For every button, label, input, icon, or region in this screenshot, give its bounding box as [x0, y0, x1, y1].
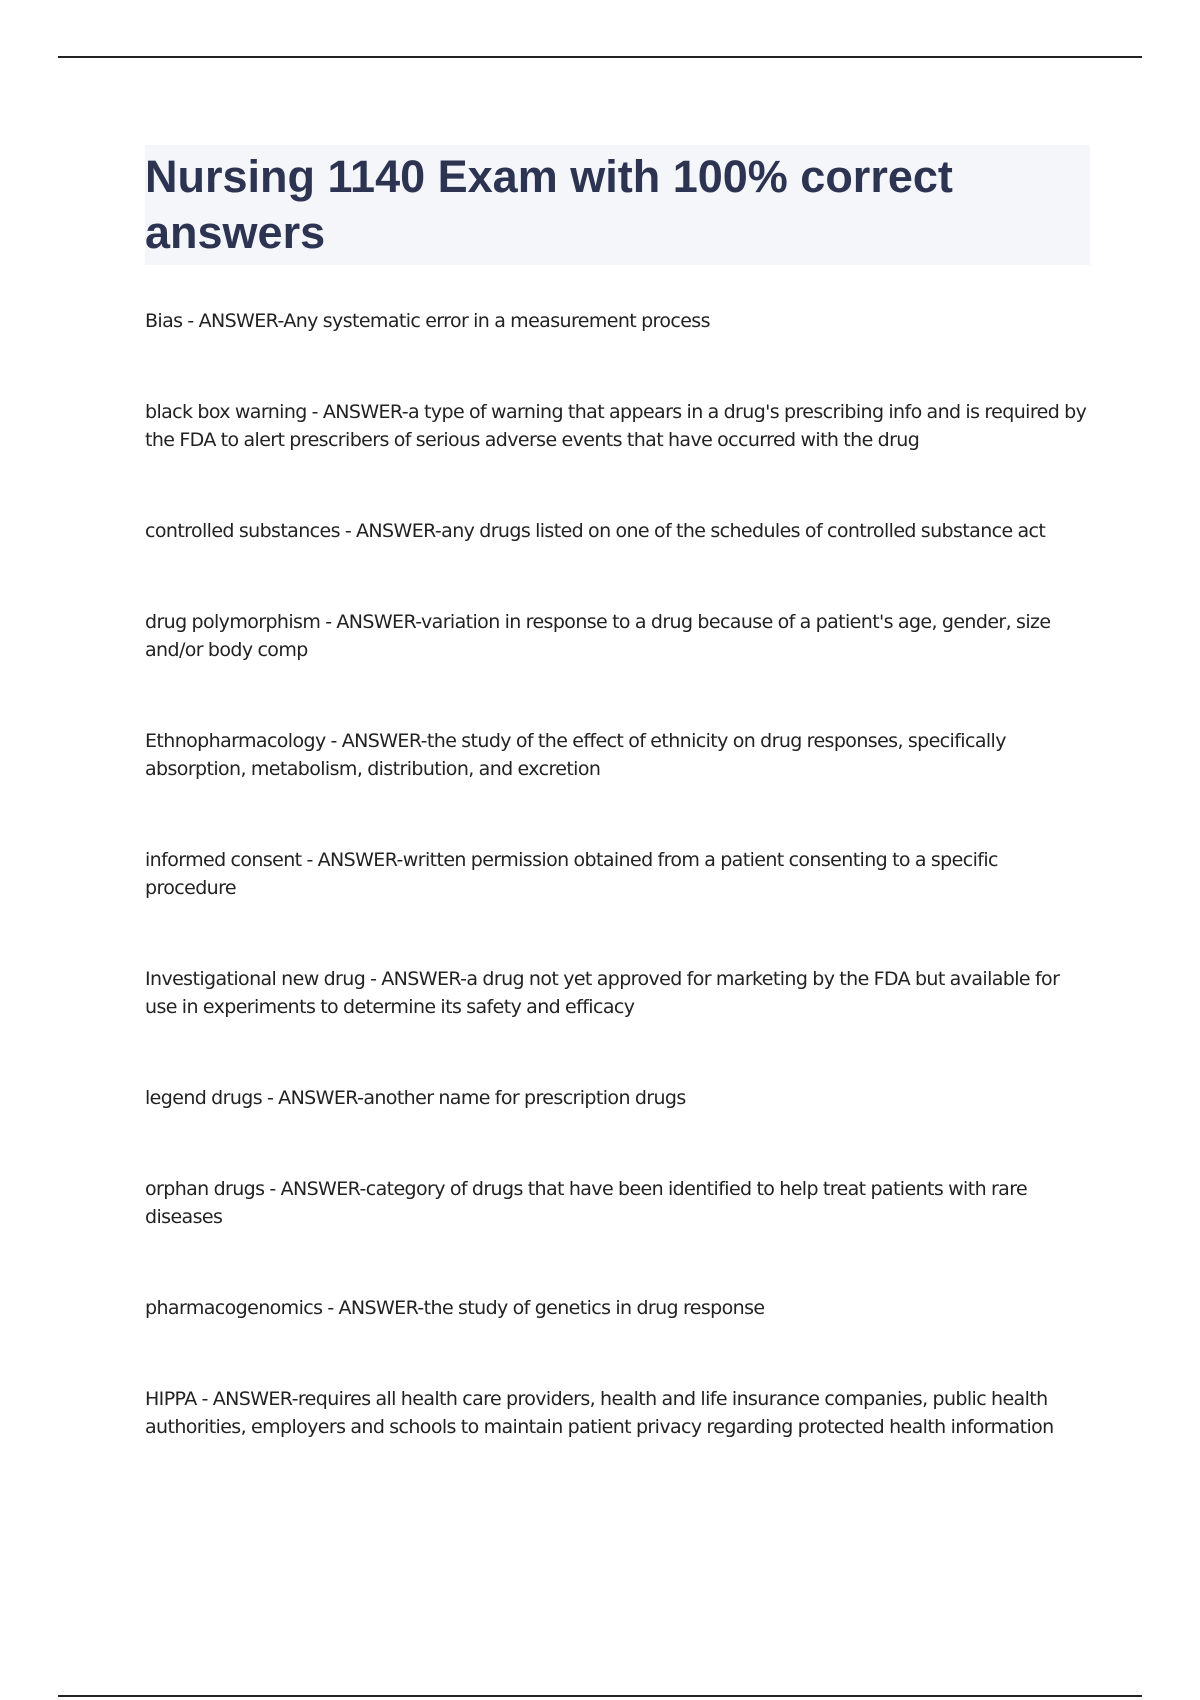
qa-entry-controlled-substances: controlled substances - ANSWER-any drugs listed on one of the schedules of controlled substance act: [145, 520, 1046, 542]
document-body: [145, 145, 1090, 1504]
qa-entry-legend-drugs: legend drugs - ANSWER-another name for prescription drugs: [145, 1087, 686, 1109]
qa-entry-informed-consent: informed consent - ANSWER-written permission obtained from a patient consenting to a specific procedure: [145, 849, 998, 899]
top-divider: [58, 56, 1142, 58]
qa-entry-black-box-warning: black box warning - ANSWER-a type of warning that appears in a drug's prescribing info and is required by the FDA to alert prescribers of serious adverse events that have occurred with the drug: [145, 401, 1087, 451]
qa-list: [145, 307, 1090, 1441]
qa-entry-pharmacogenomics: pharmacogenomics - ANSWER-the study of genetics in drug response: [145, 1297, 765, 1319]
document-title: Nursing 1140 Exam with 100% correct answers: [145, 151, 953, 258]
title-banner: [145, 145, 1090, 265]
bottom-divider: [58, 1695, 1142, 1697]
qa-entry-ethnopharmacology: Ethnopharmacology - ANSWER-the study of the effect of ethnicity on drug responses, specifically absorption, metabolism, distribution, and excretion: [145, 730, 1006, 780]
qa-entry-drug-polymorphism: drug polymorphism - ANSWER-variation in response to a drug because of a patient's age, gender, size and/or body comp: [145, 611, 1051, 661]
qa-entry-investigational-new-drug: Investigational new drug - ANSWER-a drug not yet approved for marketing by the FDA but available for use in experiments to determine its safety and efficacy: [145, 968, 1060, 1018]
qa-entry-bias: Bias - ANSWER-Any systematic error in a measurement process: [145, 310, 710, 332]
qa-entry-orphan-drugs: orphan drugs - ANSWER-category of drugs that have been identified to help treat patients with rare diseases: [145, 1178, 1028, 1228]
qa-entry-hippa: HIPPA - ANSWER-requires all health care providers, health and life insurance companies, public health authorities, employers and schools to maintain patient privacy regarding protected health information: [145, 1388, 1054, 1438]
